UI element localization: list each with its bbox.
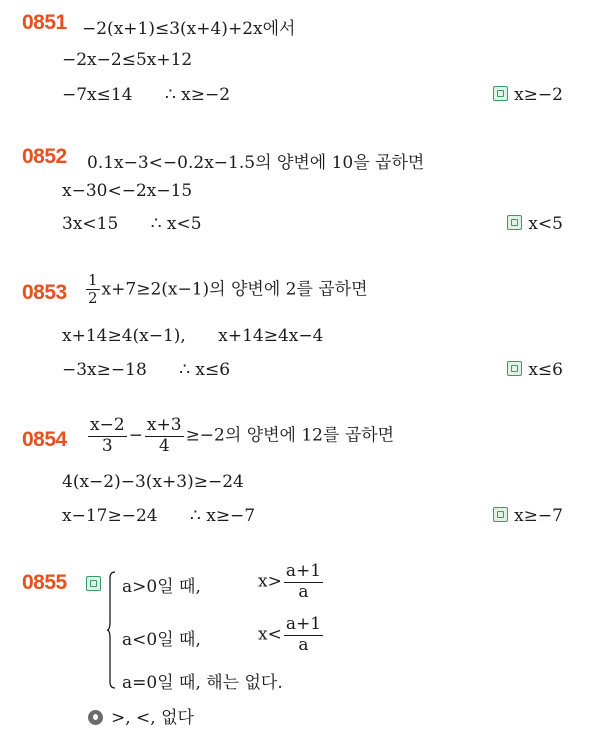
left-brace-icon [106, 570, 116, 690]
case-a-negative-condition: a<0일 때, [122, 630, 201, 650]
answer-badge-icon [86, 576, 101, 591]
answer-0853-text: x≤6 [528, 360, 563, 380]
problem-number-0853: 0853 [22, 281, 67, 304]
answer-badge-icon [493, 86, 508, 101]
fraction-a-plus-1-over-a [284, 615, 323, 655]
problem-0854-line1-rest: ≥−2의 양변에 12를 곱하면 [185, 425, 395, 446]
answer-0851-text: x≥−2 [514, 85, 563, 105]
problem-0853-line1 [84, 272, 368, 308]
answer-badge-icon [507, 361, 522, 376]
answer-0851 [493, 85, 563, 105]
problem-0852-line1: 0.1x−3<−0.2x−1.5의 양변에 10을 곱하면 [87, 153, 425, 173]
answer-0854-text: x≥−7 [514, 506, 563, 526]
answer-0852 [507, 214, 563, 234]
fraction-numerator: a+1 [285, 561, 322, 581]
case-a-zero: a=0일 때, 해는 없다. [122, 673, 283, 693]
problem-0853-line3: −3x≥−18 ∴ x≤6 [62, 360, 231, 380]
fraction-x-minus-2-over-3 [88, 416, 127, 456]
problem-0854-line2: 4(x−2)−3(x+3)≥−24 [62, 472, 244, 492]
case-a-positive-result [258, 562, 325, 602]
hint-line [88, 703, 194, 728]
problem-0853-line1-rest: x+7≥2(x−1)의 양변에 2를 곱하면 [101, 279, 368, 300]
problem-0851-line2: −2x−2≤5x+12 [62, 50, 193, 70]
case-a-negative-lhs: x< [258, 624, 282, 645]
fraction-one-half [86, 272, 100, 308]
problem-number-0854: 0854 [22, 428, 67, 451]
answer-0854 [493, 506, 563, 526]
problem-0853-line2: x+14≥4(x−1), x+14≥4x−4 [62, 326, 324, 346]
hint-icon [88, 710, 103, 725]
problem-0852-line2: x−30<−2x−15 [62, 181, 193, 201]
case-a-positive-lhs: x> [258, 571, 282, 592]
answer-badge-icon [493, 507, 508, 522]
fraction-numerator: x−2 [90, 415, 125, 435]
fraction-denominator: 3 [101, 435, 113, 456]
case-a-positive-condition: a>0일 때, [122, 577, 201, 597]
problem-0851-line3: −7x≤14 ∴ x≥−2 [62, 85, 231, 105]
problem-0852-line3: 3x<15 ∴ x<5 [62, 214, 202, 234]
problem-number-0852: 0852 [22, 145, 67, 168]
case-a-negative-result [258, 615, 325, 655]
answer-0853 [507, 360, 563, 380]
problem-number-0851: 0851 [22, 11, 67, 34]
fraction-numerator: x+3 [146, 415, 182, 435]
fraction-numerator: 1 [88, 271, 98, 289]
fraction-a-plus-1-over-a [284, 562, 323, 602]
fraction-denominator: 2 [88, 289, 98, 308]
answer-0852-text: x<5 [528, 214, 563, 234]
problem-number-0855: 0855 [22, 571, 67, 594]
problem-0854-line1 [86, 416, 394, 456]
fraction-numerator: a+1 [285, 614, 322, 634]
hint-text: >, <, 없다 [111, 708, 194, 728]
fraction-x-plus-3-over-4 [145, 416, 184, 456]
problem-0854-line3: x−17≥−24 ∴ x≥−7 [62, 506, 256, 526]
minus-sign: − [128, 425, 143, 446]
answer-badge-icon [507, 215, 522, 230]
problem-0851-line1: −2(x+1)≤3(x+4)+2x에서 [82, 19, 296, 39]
fraction-denominator: a [298, 634, 309, 655]
fraction-denominator: 4 [158, 435, 170, 456]
fraction-denominator: a [298, 581, 309, 602]
